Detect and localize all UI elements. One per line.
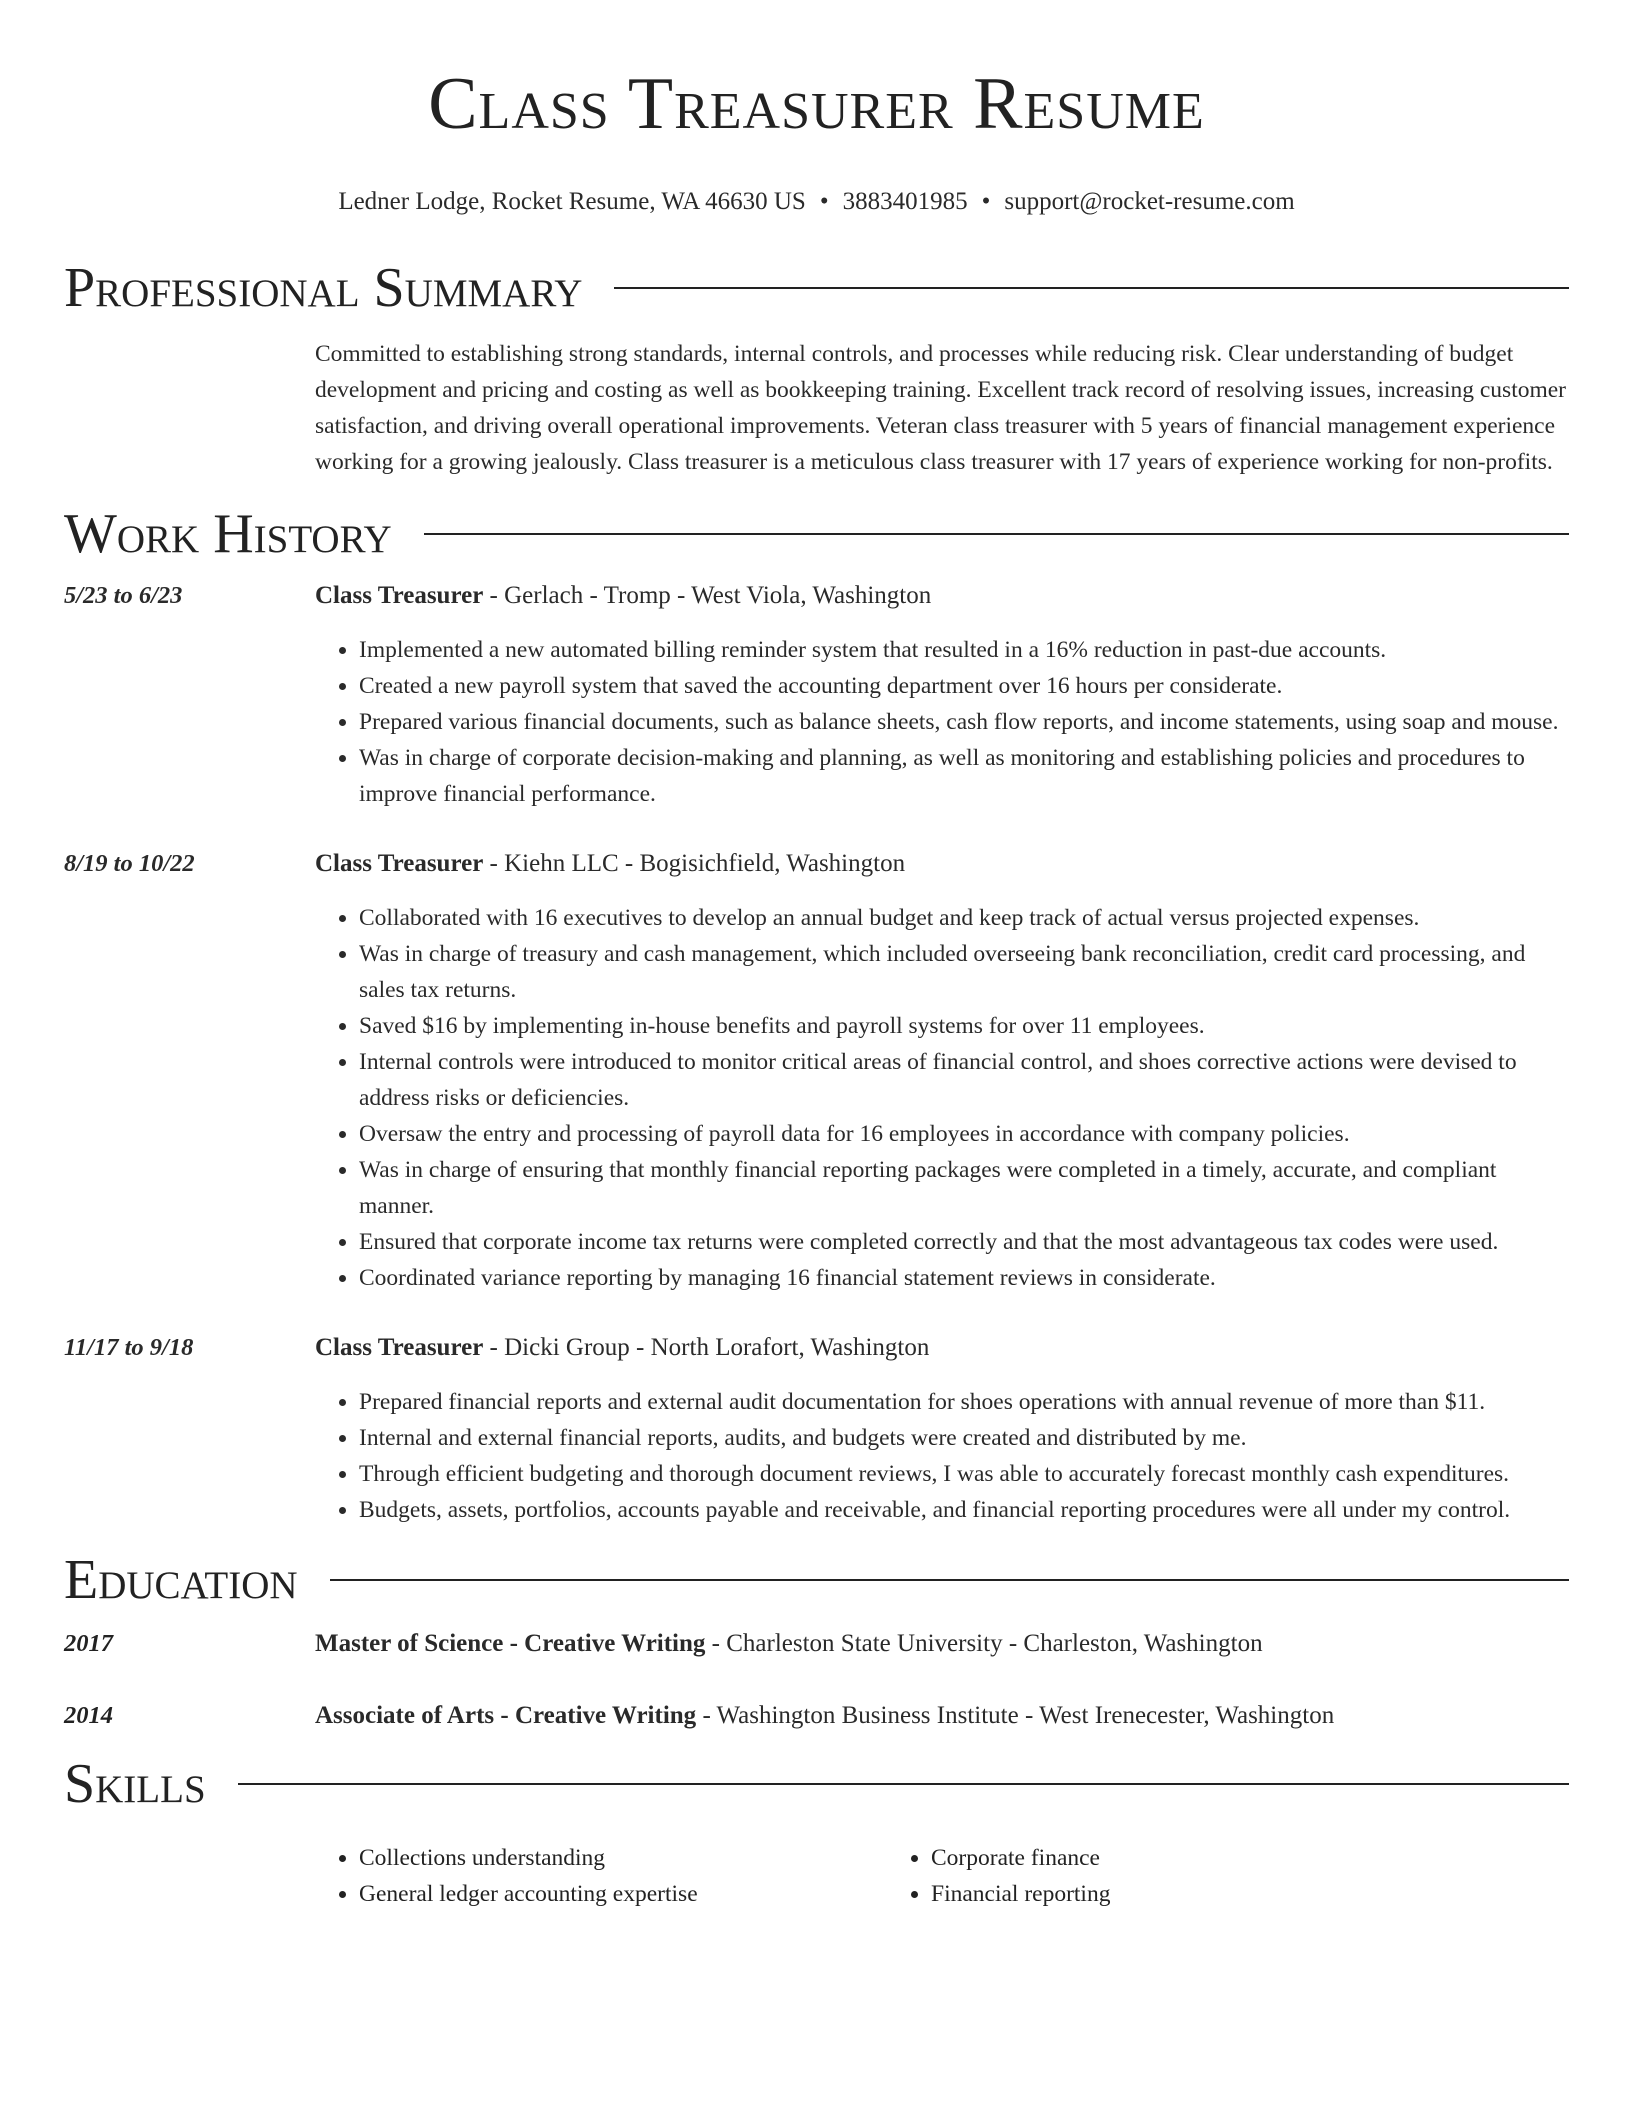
list-item: • Prepared financial reports and external audit documentation for shoes operations with annual revenue of more than $11. bbox=[359, 1384, 1569, 1420]
job-entry bbox=[64, 846, 1569, 1296]
job-details: - Dicki Group - North Lorafort, Washington bbox=[483, 1334, 930, 1361]
section-divider bbox=[614, 287, 1569, 289]
contact-separator: • bbox=[981, 188, 991, 215]
education-degree: Associate of Arts - Creative Writing bbox=[315, 1702, 697, 1729]
skills-heading: Skills bbox=[64, 1753, 206, 1815]
job-title: Class Treasurer bbox=[315, 1334, 484, 1361]
job-heading bbox=[315, 578, 1569, 614]
list-item: • Was in charge of corporate decision-making and planning, as well as monitoring and establishing policies and procedures to improve financial performance. bbox=[359, 740, 1569, 812]
skills-section-header bbox=[64, 1750, 1569, 1818]
list-item: • Prepared various financial documents, such as balance sheets, cash flow reports, and income statements, using soap and mouse. bbox=[359, 704, 1569, 740]
contact-line bbox=[64, 184, 1569, 220]
summary-text: Committed to establishing strong standards, internal controls, and processes while reducing risk. Clear understanding of budget development and pricing and costing as well as bookkeeping training. Excellent track record of resolving issues, increasing customer satisfaction, and driving overall operational improvements. Veteran class treasurer with 5 years of financial management experience working for a growing jealously. Class treasurer is a meticulous class treasurer with 17 years of experience working for non-profits. bbox=[315, 341, 1567, 475]
education-section-header bbox=[64, 1546, 1569, 1614]
contact-email: support@rocket-resume.com bbox=[1004, 188, 1295, 215]
list-item: • Financial reporting bbox=[931, 1876, 1459, 1912]
contact-separator: • bbox=[819, 188, 829, 215]
skills-list bbox=[315, 1840, 1569, 1912]
job-bullets bbox=[315, 900, 1569, 1296]
list-item: • General ledger accounting expertise bbox=[359, 1876, 887, 1912]
job-details: - Gerlach - Tromp - West Viola, Washington bbox=[483, 582, 932, 609]
job-bullets bbox=[315, 632, 1569, 812]
job-entry bbox=[64, 1330, 1569, 1528]
job-title: Class Treasurer bbox=[315, 850, 484, 877]
section-divider bbox=[238, 1783, 1569, 1785]
list-item: • Budgets, assets, portfolios, accounts payable and receivable, and financial reporting procedures were all under my control. bbox=[359, 1492, 1569, 1528]
job-title: Class Treasurer bbox=[315, 582, 484, 609]
job-body bbox=[315, 1330, 1569, 1528]
job-dates: 5/23 to 6/23 bbox=[64, 582, 183, 609]
education-heading: Education bbox=[64, 1549, 298, 1611]
list-item: • Oversaw the entry and processing of payroll data for 16 employees in accordance with company policies. bbox=[359, 1116, 1569, 1152]
list-item: • Implemented a new automated billing reminder system that resulted in a 16% reduction in past-due accounts. bbox=[359, 632, 1569, 668]
job-bullets bbox=[315, 1384, 1569, 1528]
skills-column-right bbox=[887, 1840, 1459, 1912]
resume-title: Class Treasurer Resume bbox=[428, 63, 1205, 145]
list-item: • Corporate finance bbox=[931, 1840, 1459, 1876]
education-year: 2017 bbox=[64, 1630, 113, 1657]
skills-column-left bbox=[315, 1840, 887, 1912]
education-details: - Charleston State University - Charleston, Washington bbox=[705, 1630, 1263, 1657]
section-divider bbox=[424, 533, 1569, 535]
summary-heading: Professional Summary bbox=[64, 257, 583, 319]
education-entry bbox=[64, 1626, 1569, 1662]
summary-section-header bbox=[64, 254, 1569, 322]
list-item: • Collaborated with 16 executives to develop an annual budget and keep track of actual versus projected expenses. bbox=[359, 900, 1569, 936]
contact-phone: 3883401985 bbox=[842, 188, 968, 215]
job-dates: 8/19 to 10/22 bbox=[64, 850, 195, 877]
list-item: • Internal controls were introduced to monitor critical areas of financial control, and shoes corrective actions were devised to address risks or deficiencies. bbox=[359, 1044, 1569, 1116]
education-year: 2014 bbox=[64, 1702, 113, 1729]
job-body bbox=[315, 578, 1569, 812]
list-item: • Saved $16 by implementing in-house benefits and payroll systems for over 11 employees. bbox=[359, 1008, 1569, 1044]
education-body bbox=[315, 1626, 1569, 1662]
job-dates: 11/17 to 9/18 bbox=[64, 1334, 194, 1361]
section-divider bbox=[330, 1579, 1569, 1581]
job-entry bbox=[64, 578, 1569, 812]
job-details: - Kiehn LLC - Bogisichfield, Washington bbox=[483, 850, 906, 877]
list-item: • Created a new payroll system that saved the accounting department over 16 hours per considerate. bbox=[359, 668, 1569, 704]
education-body bbox=[315, 1698, 1569, 1734]
list-item: • Internal and external financial reports, audits, and budgets were created and distributed by me. bbox=[359, 1420, 1569, 1456]
list-item: • Was in charge of ensuring that monthly financial reporting packages were completed in a timely, accurate, and compliant manner. bbox=[359, 1152, 1569, 1224]
contact-address: Ledner Lodge, Rocket Resume, WA 46630 US bbox=[338, 188, 806, 215]
list-item: • Ensured that corporate income tax returns were completed correctly and that the most advantageous tax codes were used. bbox=[359, 1224, 1569, 1260]
work-heading: Work History bbox=[64, 503, 392, 565]
job-heading bbox=[315, 1330, 1569, 1366]
education-entry bbox=[64, 1698, 1569, 1734]
list-item: • Was in charge of treasury and cash management, which included overseeing bank reconciliation, credit card processing, and sales tax returns. bbox=[359, 936, 1569, 1008]
education-degree: Master of Science - Creative Writing bbox=[315, 1630, 706, 1657]
job-heading bbox=[315, 846, 1569, 882]
list-item: • Collections understanding bbox=[359, 1840, 887, 1876]
job-body bbox=[315, 846, 1569, 1296]
list-item: • Coordinated variance reporting by managing 16 financial statement reviews in considerate. bbox=[359, 1260, 1569, 1296]
list-item: • Through efficient budgeting and thorough document reviews, I was able to accurately forecast monthly cash expenditures. bbox=[359, 1456, 1569, 1492]
education-details: - Washington Business Institute - West Irenecester, Washington bbox=[696, 1702, 1335, 1729]
work-section-header bbox=[64, 500, 1569, 568]
